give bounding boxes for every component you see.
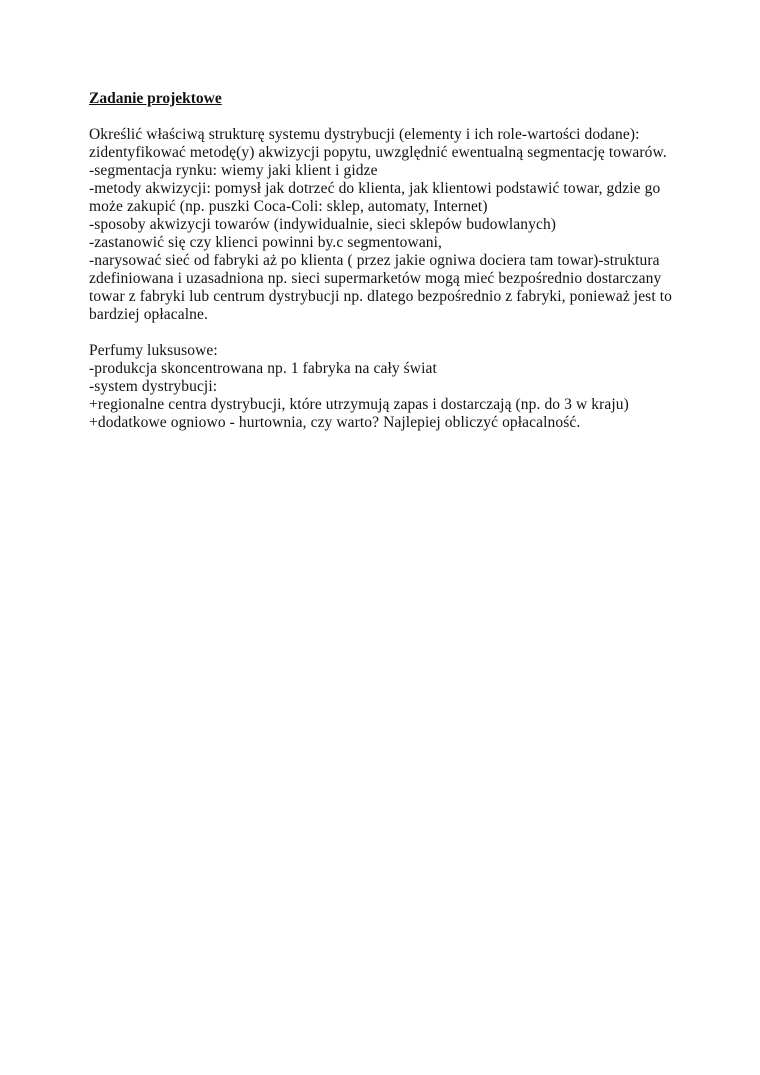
text-line: -metody akwizycji: pomysł jak dotrzeć do klienta, jak klientowi podstawić towar, gdzie go: [89, 180, 661, 197]
text-line: zidentyfikować metodę(y) akwizycji popytu, uwzględnić ewentualną segmentację towarów.: [89, 144, 667, 161]
text-line: +dodatkowe ogniowo - hurtownia, czy warto? Najlepiej obliczyć opłacalność.: [89, 414, 581, 431]
text-line: -segmentacja rynku: wiemy jaki klient i gidze: [89, 162, 378, 179]
paragraph-distribution-task: [89, 126, 690, 324]
text-line: -narysować sieć od fabryki aż po klienta ( przez jakie ogniwa dociera tam towar)-struktura: [89, 252, 660, 269]
paragraph-luxury-perfumes: [89, 342, 690, 432]
text-line: -zastanowić się czy klienci powinni by.c segmentowani,: [89, 234, 443, 251]
text-line: -produkcja skoncentrowana np. 1 fabryka na cały świat: [89, 360, 437, 377]
text-line: zdefiniowana i uzasadniona np. sieci supermarketów mogą mieć bezpośrednio dostarczany: [89, 270, 662, 287]
text-line: Określić właściwą strukturę systemu dystrybucji (elementy i ich role-wartości dodane):: [89, 126, 640, 143]
document-title: Zadanie projektowe: [89, 90, 222, 107]
text-line: bardziej opłacalne.: [89, 306, 208, 323]
text-line: -sposoby akwizycji towarów (indywidualnie, sieci sklepów budowlanych): [89, 216, 557, 233]
text-line: +regionalne centra dystrybucji, które utrzymują zapas i dostarczają (np. do 3 w kraju): [89, 396, 629, 413]
text-line: towar z fabryki lub centrum dystrybucji np. dlatego bezpośrednio z fabryki, ponieważ jest to: [89, 288, 672, 305]
text-line: -system dystrybucji:: [89, 378, 218, 395]
text-line: może zakupić (np. puszki Coca-Coli: sklep, automaty, Internet): [89, 198, 488, 215]
text-line: Perfumy luksusowe:: [89, 342, 218, 359]
